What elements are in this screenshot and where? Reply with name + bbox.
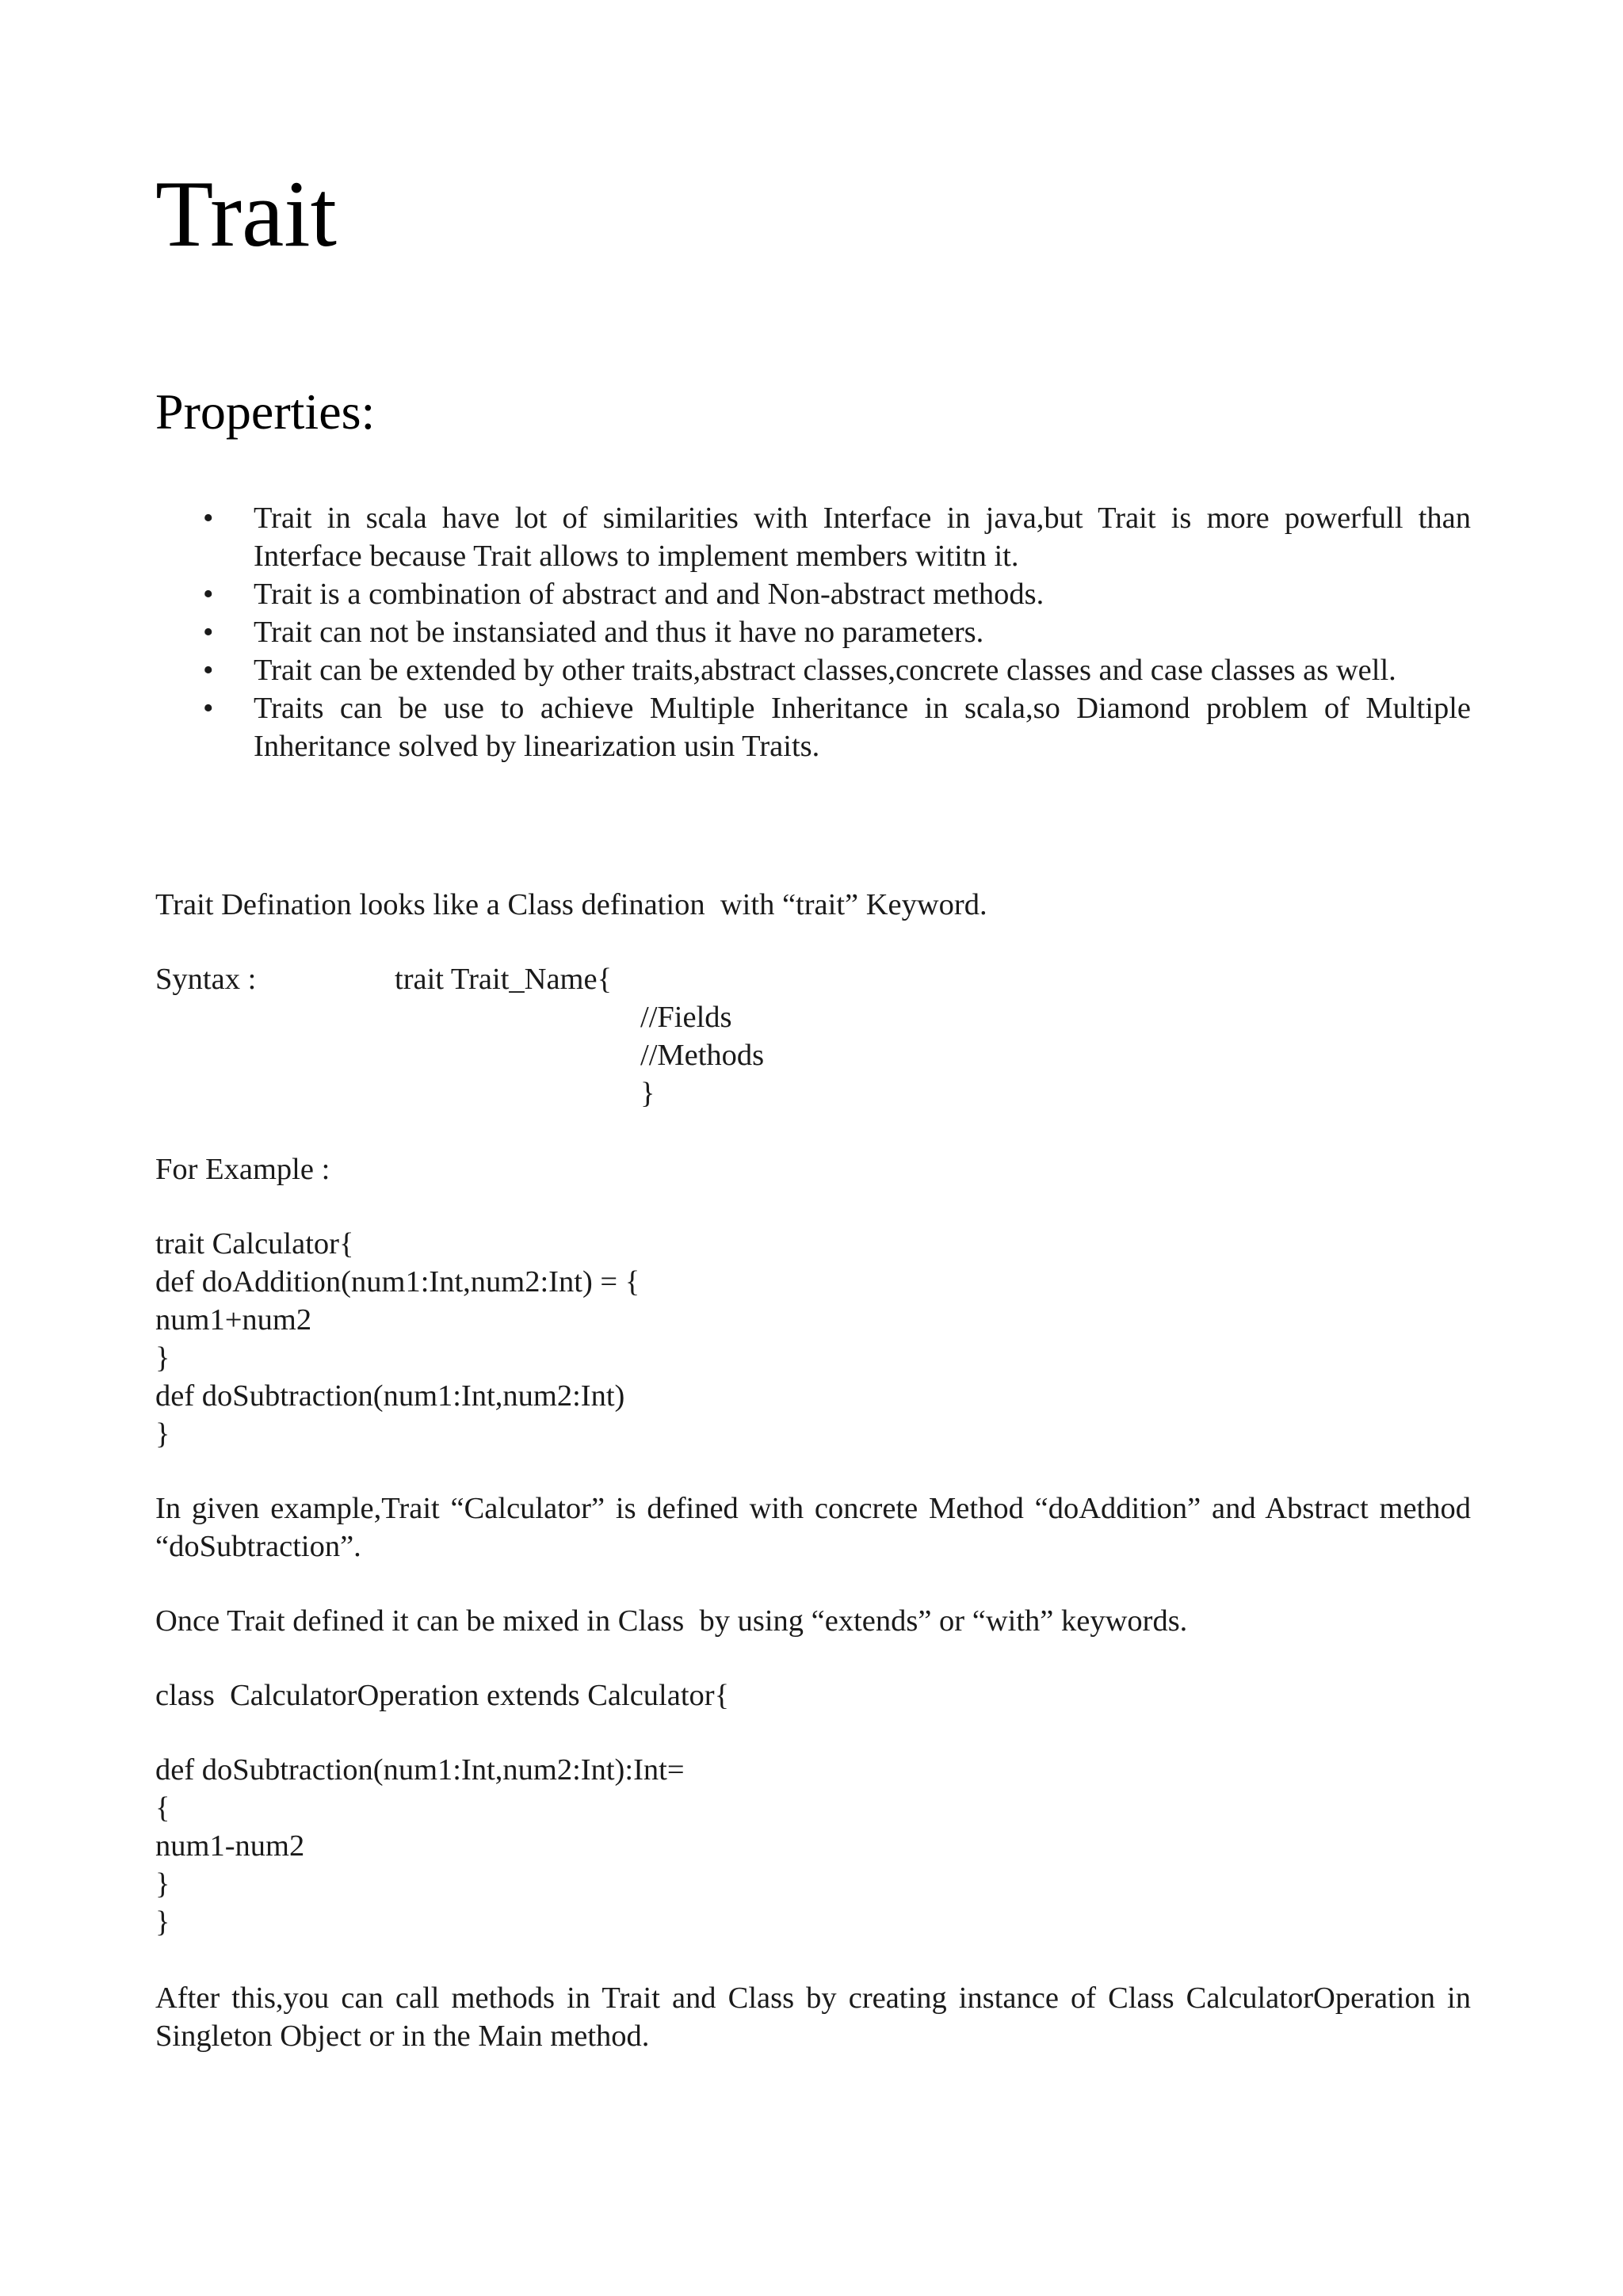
list-item-text: Trait can not be instansiated and thus it have no parameters. — [254, 616, 984, 649]
properties-list — [155, 499, 1471, 765]
code-line: def doSubtraction(num1:Int,num2:Int) — [155, 1379, 625, 1413]
list-item — [155, 689, 1471, 765]
code-line: num1+num2 — [155, 1303, 312, 1337]
page-title: Trait — [155, 161, 337, 266]
code-line: { — [155, 1791, 170, 1825]
code-line: def doAddition(num1:Int,num2:Int) = { — [155, 1265, 640, 1299]
mixin-text: Once Trait defined it can be mixed in Class by using “extends” or “with” keywords. — [155, 1604, 1188, 1638]
list-item — [155, 613, 1471, 651]
code-line: } — [155, 1341, 170, 1375]
explanation-paragraph: In given example,Trait “Calculator” is defined with concrete Method “doAddition” and Abstract method “doSubtraction”. — [155, 1492, 1471, 1563]
code-line: } — [155, 1867, 170, 1901]
list-item — [155, 499, 1471, 575]
list-item — [155, 651, 1471, 689]
syntax-label: Syntax : — [155, 963, 257, 996]
syntax-code-line: } — [640, 1077, 655, 1110]
list-item-text: Trait is a combination of abstract and and Non-abstract methods. — [254, 578, 1044, 611]
definition-text: Trait Defination looks like a Class defination with “trait” Keyword. — [155, 888, 987, 921]
syntax-code-line: //Fields — [640, 1001, 732, 1034]
code-line: num1-num2 — [155, 1829, 305, 1863]
bullet-icon: • — [203, 502, 214, 535]
list-item-text: Traits can be use to achieve Multiple Inheritance in scala,so Diamond problem of Multiple Inheritance solved by linearization usin Traits. — [254, 692, 1471, 763]
bullet-icon: • — [203, 654, 214, 687]
class-declaration: class CalculatorOperation extends Calculator{ — [155, 1679, 730, 1712]
example-label: For Example : — [155, 1153, 330, 1186]
code-line: trait Calculator{ — [155, 1227, 354, 1261]
list-item-text: Trait can be extended by other traits,abstract classes,concrete classes and case classes as well. — [254, 654, 1396, 687]
bullet-icon: • — [203, 692, 214, 725]
list-item-text: Trait in scala have lot of similarities with Interface in java,but Trait is more powerfull than Interface because Trait allows to implement members wititn it. — [254, 502, 1471, 573]
bullet-icon: • — [203, 616, 214, 649]
list-item — [155, 575, 1471, 613]
code-line: def doSubtraction(num1:Int,num2:Int):Int= — [155, 1753, 685, 1787]
code-line: } — [155, 1905, 170, 1939]
code-line: } — [155, 1417, 170, 1451]
bullet-icon: • — [203, 578, 214, 611]
syntax-code-line: trait Trait_Name{ — [395, 963, 613, 996]
syntax-code-line: //Methods — [640, 1039, 765, 1072]
closing-paragraph: After this,you can call methods in Trait and Class by creating instance of Class CalculatorOperation in Singleton Object or in the Main method. — [155, 1981, 1471, 2053]
section-heading-properties: Properties: — [155, 383, 376, 440]
